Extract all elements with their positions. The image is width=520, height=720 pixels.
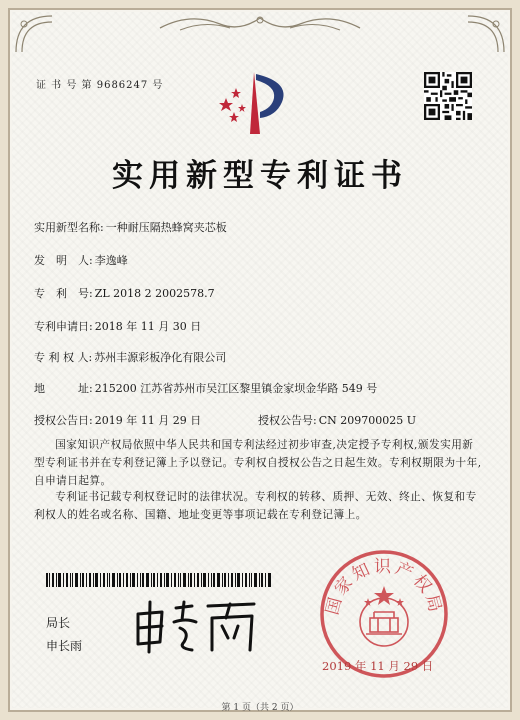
field-label: 专利申请日: xyxy=(34,320,93,333)
field-address xyxy=(34,380,377,396)
field-value: 李逸峰 xyxy=(94,254,128,267)
field-value: 2019 年 11 月 29 日 xyxy=(94,414,202,427)
director-name: 申长雨 xyxy=(46,639,83,653)
field-label: 专 利 权 人: xyxy=(34,351,93,364)
certificate-title: 实用新型专利证书 xyxy=(112,158,408,194)
field-patent-number xyxy=(34,285,215,301)
field-label: 发 明 人: xyxy=(34,254,93,267)
field-value: 苏州丰源彩板净化有限公司 xyxy=(94,351,227,364)
certificate-number: 证 书 号 第 9686247 号 xyxy=(36,80,164,91)
field-label: 地 址: xyxy=(34,382,93,395)
field-value: ZL 2018 2 2002578.7 xyxy=(94,287,215,300)
body-paragraph-2: 专利证书记载专利权登记时的法律状况。专利权的转移、质押、无效、终止、恢复和专利权人的姓名或名称、国籍、地址变更等事项记载在专利登记簿上。 xyxy=(34,491,477,521)
director-title: 局长 xyxy=(46,616,71,630)
barcode xyxy=(46,573,271,587)
field-patentee xyxy=(34,349,226,365)
seal-date: 2019 年 11 月 29 日 xyxy=(322,659,434,673)
svg-text:国家知识产权局: 国家知识产权局 xyxy=(322,557,446,617)
field-filing-date xyxy=(34,318,201,334)
field-value: 一种耐压隔热蜂窝夹芯板 xyxy=(105,221,227,234)
field-value: 2018 年 11 月 30 日 xyxy=(94,320,202,333)
top-ornament xyxy=(150,10,370,38)
qr-code xyxy=(424,72,472,120)
director-signature xyxy=(132,598,262,654)
field-label: 授权公告号: xyxy=(258,414,317,427)
field-label: 实用新型名称: xyxy=(34,221,104,234)
field-value: 215200 江苏省苏州市吴江区黎里镇金家坝金华路 549 号 xyxy=(94,382,378,395)
field-inventor xyxy=(34,252,128,268)
cnipa-logo xyxy=(212,68,294,140)
corner-ornament-top-right xyxy=(462,12,508,58)
corner-ornament-top-left xyxy=(12,12,58,58)
body-paragraph-1: 国家知识产权局依照中华人民共和国专利法经过初步审查,决定授予专利权,颁发实用新型专利证书并在专利登记簿上予以登记。专利权自授权公告之日起生效。专利权期限为十年,自申请日起算。 xyxy=(34,439,482,487)
field-grant-date xyxy=(34,412,201,428)
page-footer: 第 1 页（共 2 页） xyxy=(221,703,299,713)
field-grant-number xyxy=(258,412,416,428)
field-utility-model-name xyxy=(34,219,227,235)
field-label: 专 利 号: xyxy=(34,287,93,300)
field-label: 授权公告日: xyxy=(34,414,93,427)
field-value: CN 209700025 U xyxy=(318,414,417,427)
